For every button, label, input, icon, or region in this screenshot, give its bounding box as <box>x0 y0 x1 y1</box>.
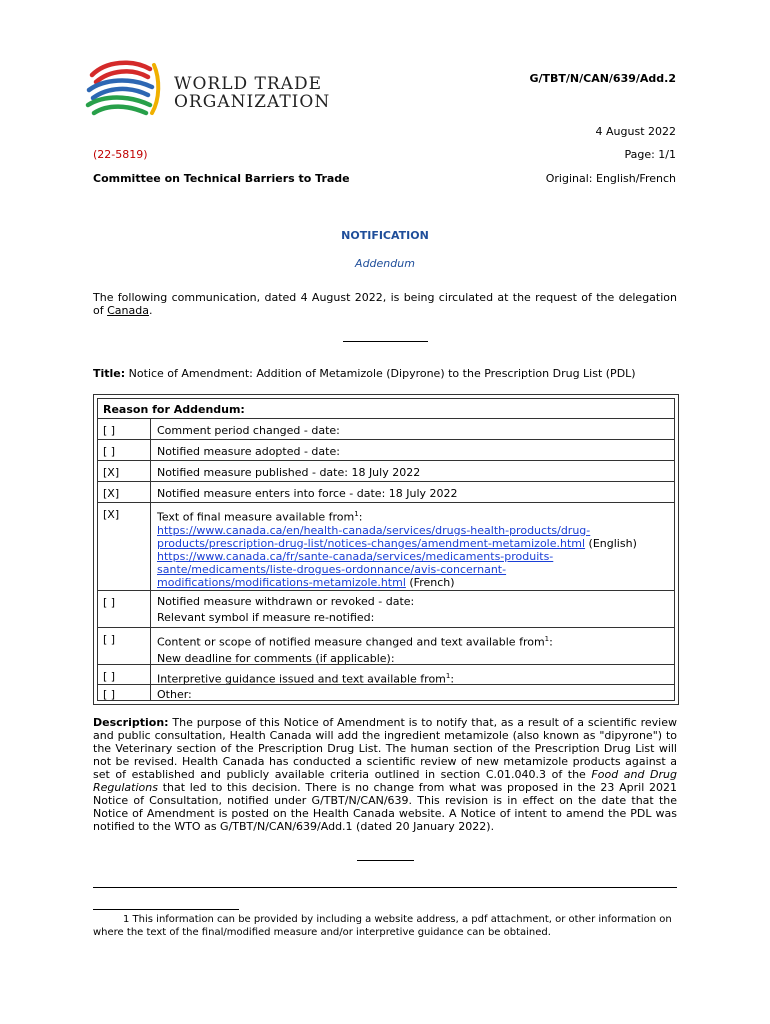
table-header: Reason for Addendum: <box>103 403 245 416</box>
final-text-label: Text of final measure available from <box>157 510 355 524</box>
english-label: (English) <box>585 536 637 550</box>
regulations-name: Food and Drug Regulations <box>93 768 677 794</box>
final-text-colon: : <box>358 510 363 524</box>
footnote-text: This information can be provided by including a website address, a pdf attachment, or other information on where the text of the final/modified measure and/or interpretive guidance can be obtained. <box>93 914 672 938</box>
original-language: Original: English/French <box>545 172 676 185</box>
title-text: Notice of Amendment: Addition of Metamizole (Dipyrone) to the Prescription Drug List (PDL) <box>125 367 636 380</box>
checkbox-final-text[interactable]: [X] <box>103 508 120 521</box>
committee-name: Committee on Technical Barriers to Trade <box>93 172 350 185</box>
notification-heading: NOTIFICATION <box>341 229 429 242</box>
table-row <box>98 627 674 665</box>
content-changed-colon: : <box>549 635 553 649</box>
intro-paragraph <box>93 291 677 317</box>
checkbox-measure-published[interactable]: [X] <box>103 466 120 479</box>
table-row <box>98 481 674 503</box>
footer-rule <box>93 887 677 888</box>
footnote-ref[interactable]: 1 <box>544 635 550 643</box>
wto-emblem-icon <box>84 55 164 130</box>
document-date: 4 August 2022 <box>595 125 676 138</box>
row-text <box>157 594 670 626</box>
table-row <box>98 664 674 685</box>
org-name-line2: ORGANIZATION <box>174 92 331 112</box>
table-row <box>98 418 674 440</box>
table-row <box>98 590 674 628</box>
footnote-number: 1 <box>123 914 130 925</box>
withdrawn-text: Notified measure withdrawn or revoked - date: <box>157 595 415 608</box>
resymbol-text: Relevant symbol if measure re-notified: <box>157 611 375 624</box>
footnote <box>93 913 677 939</box>
intro-country: Canada <box>107 304 149 317</box>
row-text: Comment period changed - date: <box>157 424 340 437</box>
guidance-text: Interpretive guidance issued and text available from <box>157 672 446 686</box>
checkbox-enters-into-force[interactable]: [X] <box>103 487 120 500</box>
row-text: Other: <box>157 688 192 701</box>
french-label: (French) <box>405 575 455 589</box>
footnote-ref[interactable]: 1 <box>445 672 451 680</box>
content-changed-text: Content or scope of notified measure changed and text available from <box>157 635 545 649</box>
row-text: Notified measure published - date: 18 July 2022 <box>157 466 421 479</box>
addendum-reason-table <box>93 394 679 705</box>
description-label: Description: <box>93 716 169 729</box>
intro-end: . <box>148 304 153 317</box>
checkbox-measure-adopted[interactable]: [ ] <box>103 445 116 458</box>
document-symbol: G/TBT/N/CAN/639/Add.2 <box>529 72 676 85</box>
table-row <box>98 684 674 703</box>
checkbox-other[interactable]: [ ] <box>103 688 116 701</box>
english-link[interactable]: https://www.canada.ca/en/health-canada/services/drugs-health-products/drug- products/prescription-drug-list/notices-changes/amendment-metamizole.html <box>157 523 591 550</box>
table-row <box>98 502 674 591</box>
checkbox-interpretive-guidance[interactable]: [ ] <box>103 670 116 683</box>
checkbox-comment-period[interactable]: [ ] <box>103 424 116 437</box>
footnote-rule <box>93 909 239 910</box>
row-text <box>157 631 670 667</box>
checkbox-withdrawn[interactable]: [ ] <box>103 596 116 609</box>
page-number: Page: 1/1 <box>624 148 676 161</box>
row-text <box>157 508 670 589</box>
row-text: Notified measure enters into force - date: 18 July 2022 <box>157 487 458 500</box>
table-row <box>98 460 674 482</box>
deadline-text: New deadline for comments (if applicable): <box>157 651 395 665</box>
table-inner-frame <box>97 398 675 701</box>
reference-number: (22-5819) <box>93 148 148 161</box>
description-text: The purpose of this Notice of Amendment is to notify that, as a result of a scientific review and public consultation, Health Canada will add the ingredient metamizole (also known as "dipyrone") to the Veterinary section of the Prescription Drug List. The human section of the Prescription Drug List will not be revised. Health Canada has conducted a scientific review of new metamizole products against a set of established and publicly available criteria outlined in section C.01.040.3 of the <box>93 716 677 781</box>
intro-text: The following communication, dated 4 August 2022, is being circulated at the request of the delegation of <box>93 291 677 317</box>
guidance-colon: : <box>450 672 455 686</box>
french-link[interactable]: https://www.canada.ca/fr/sante-canada/services/medicaments-produits- sante/medicaments/liste-drogues-ordonnance/avis-concernant- modifications/modifications-metamizole.html <box>157 549 554 589</box>
checkbox-content-changed[interactable]: [ ] <box>103 633 116 646</box>
org-name-line1: WORLD TRADE <box>174 74 322 94</box>
description-paragraph <box>93 716 677 833</box>
title-label: Title: <box>93 367 126 380</box>
measure-title <box>93 367 683 380</box>
separator-line <box>343 341 428 342</box>
wto-logo <box>84 55 334 130</box>
row-text: Notified measure adopted - date: <box>157 445 340 458</box>
end-separator-line <box>357 860 414 861</box>
notification-subheading: Addendum <box>355 257 415 270</box>
table-row <box>98 439 674 461</box>
description-text-end: that led to this decision. There is no change from what was proposed in the 23 April 2021 Notice of Consultation, notified under G/TBT/N/CAN/639. This revision is in effect on the date that the Notice of Amendment is posted on the Health Canada website. A Notice of intent to amend the PDL was notified to the WTO as G/TBT/N/CAN/639/Add.1 (dated 20 January 2022). <box>93 781 677 833</box>
footnote-ref[interactable]: 1 <box>354 510 359 518</box>
